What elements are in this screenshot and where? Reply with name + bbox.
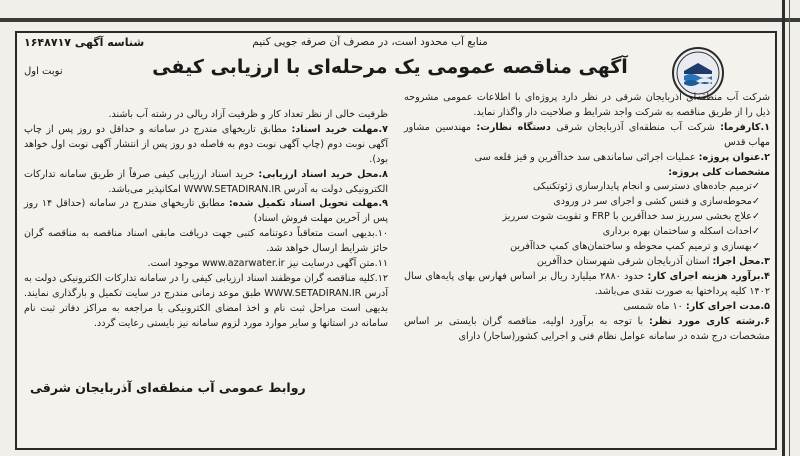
specs-heading: مشخصات کلی پروژه: — [668, 166, 770, 178]
round-label: نوبت اول — [24, 66, 63, 77]
spec-item: ✓ علاج بخشی سرریز سد خداآفرین با FRP و تقویت شوت سرریز — [404, 210, 770, 225]
notice-id: شناسه آگهی ۱۶۴۸۷۱۷ — [24, 36, 145, 49]
right-divider-thin — [789, 0, 790, 456]
notice-title: آگهی مناقصه عمومی یک مرحله‌ای با ارزیابی کیفی — [152, 56, 628, 78]
location-line: ۳.محل اجرا: استان آذربایجان شرقی شهرستان خداآفرین — [536, 255, 770, 267]
spec-item: ✓ بهسازی و ترمیم کمپ محوطه و ساختمان‌های کمپ خداآفرین — [404, 240, 770, 255]
purchase-place-line: ۸.محل خرید اسناد ارزیابی: خرید اسناد ارزیابی کیفی صرفاً از طریق سامانه تدارکات الکترونیکی دولت به آدرس WWW.SETADIRAN.IR امکانپذیر می‌باشد. — [24, 168, 388, 195]
spec-item: ✓ محوطه‌سازی و فنس کشی و اجرای سر در ورودی — [404, 195, 770, 210]
project-title-line: ۲.عنوان پروژه: عملیات اجرائی ساماندهی سد خداآفرین و قیز قلعه سی — [474, 151, 770, 163]
employer-line: ۱.کارفرما: شرکت آب منطقه‌ای آذربایجان شرقی دستگاه نظارت: مهندسین مشاور مهاب قدس — [404, 121, 771, 148]
work-field-line: ۶.رشته کاری مورد نظر: با توجه به برآورد اولیه، مناقصه گران بایستی بر اساس مشخصات درج شده در سامانه عوامل نظام فنی و اجرایی کشور(ساجار) دارای — [404, 315, 770, 342]
water-conservation-slogan: منابع آب محدود است، در مصرف آن صرفه جویی کنیم — [252, 36, 488, 48]
upload-instructions-line: ۱۲.کلیه مناقصه گران موظفند اسناد ارزیابی کیفی را در سامانه تدارکات الکترونیکی دولت به آدرس WWW.SETADIRAN.IR طبق موعد زمانی مندرج در سایت تکمیل و بارگذاری نمایند. بدیهی است مراحل ثبت نام و اخذ امضای الکترونیکی با مراجعه به مراکز دفاتر ثبت نام سامانه در استانها و سایر موارد مورد لزوم سامانه نیز بایستی رعایت گردد. — [24, 272, 388, 329]
notice-right-column — [404, 91, 770, 344]
notice-left-column — [24, 108, 388, 332]
website-line: ۱۱.متن آگهی درسایت نیز www.azarwater.ir موجود است. — [147, 258, 388, 270]
purchase-deadline-line: ۷.مهلت خرید اسناد: مطابق تاریخهای مندرج در سامانه و حداقل دو روز پس از چاپ آگهی نوبت دوم (چاپ آگهی نوبت دوم به فاصله دو روز پس از انتشار آگهی نوبت اول خواهد بود). — [24, 123, 388, 165]
top-divider — [0, 18, 800, 22]
spec-item: ✓ احداث اسکله و ساختمان بهره برداری — [404, 225, 770, 240]
invitation-line: ۱۰.بدیهی است متعاقباً دعوتنامه کتبی جهت دریافت مابقی اسناد مناقصه به مناقصه گران حائز شرایط ارسال خواهد شد. — [24, 228, 388, 255]
duration-line: ۵.مدت اجرای کار: ۱۰ ماه شمسی — [623, 300, 770, 312]
spec-item: ✓ ترمیم جاده‌های دسترسی و انجام پایدارسازی ژئوتکنیکی — [404, 180, 770, 195]
cost-line: ۴.برآورد هزینه اجرای کار: حدود ۲۸۸۰ میلیارد ریال بر اساس فهارس بهای پایه‌های سال ۱۴۰۲ کلیه پرداختها به صورت نقدی می‌باشد. — [404, 270, 770, 297]
capacity-line: ظرفیت خالی از نظر تعداد کار و ظرفیت آزاد ریالی در رشته آب باشند. — [108, 109, 388, 120]
submission-deadline-line: ۹.مهلت تحویل اسناد تکمیل شده: مطابق تاریخهای مندرج در سامانه (حداقل ۱۴ روز پس از آخرین مهلت فروش اسناد) — [24, 198, 388, 225]
intro-paragraph: شرکت آب منطقه‌ای آذربایجان شرقی در نظر دارد پروژه‌ای با اطلاعات عمومی مشروحه ذیل را از طریق مناقصه به شرکت واجد شرایط و صلاحیت دار واگذار نماید. — [404, 92, 770, 118]
right-divider — [782, 0, 785, 456]
signature: روابط عمومی آب منطقه‌ای آذربایجان شرقی — [30, 380, 306, 395]
